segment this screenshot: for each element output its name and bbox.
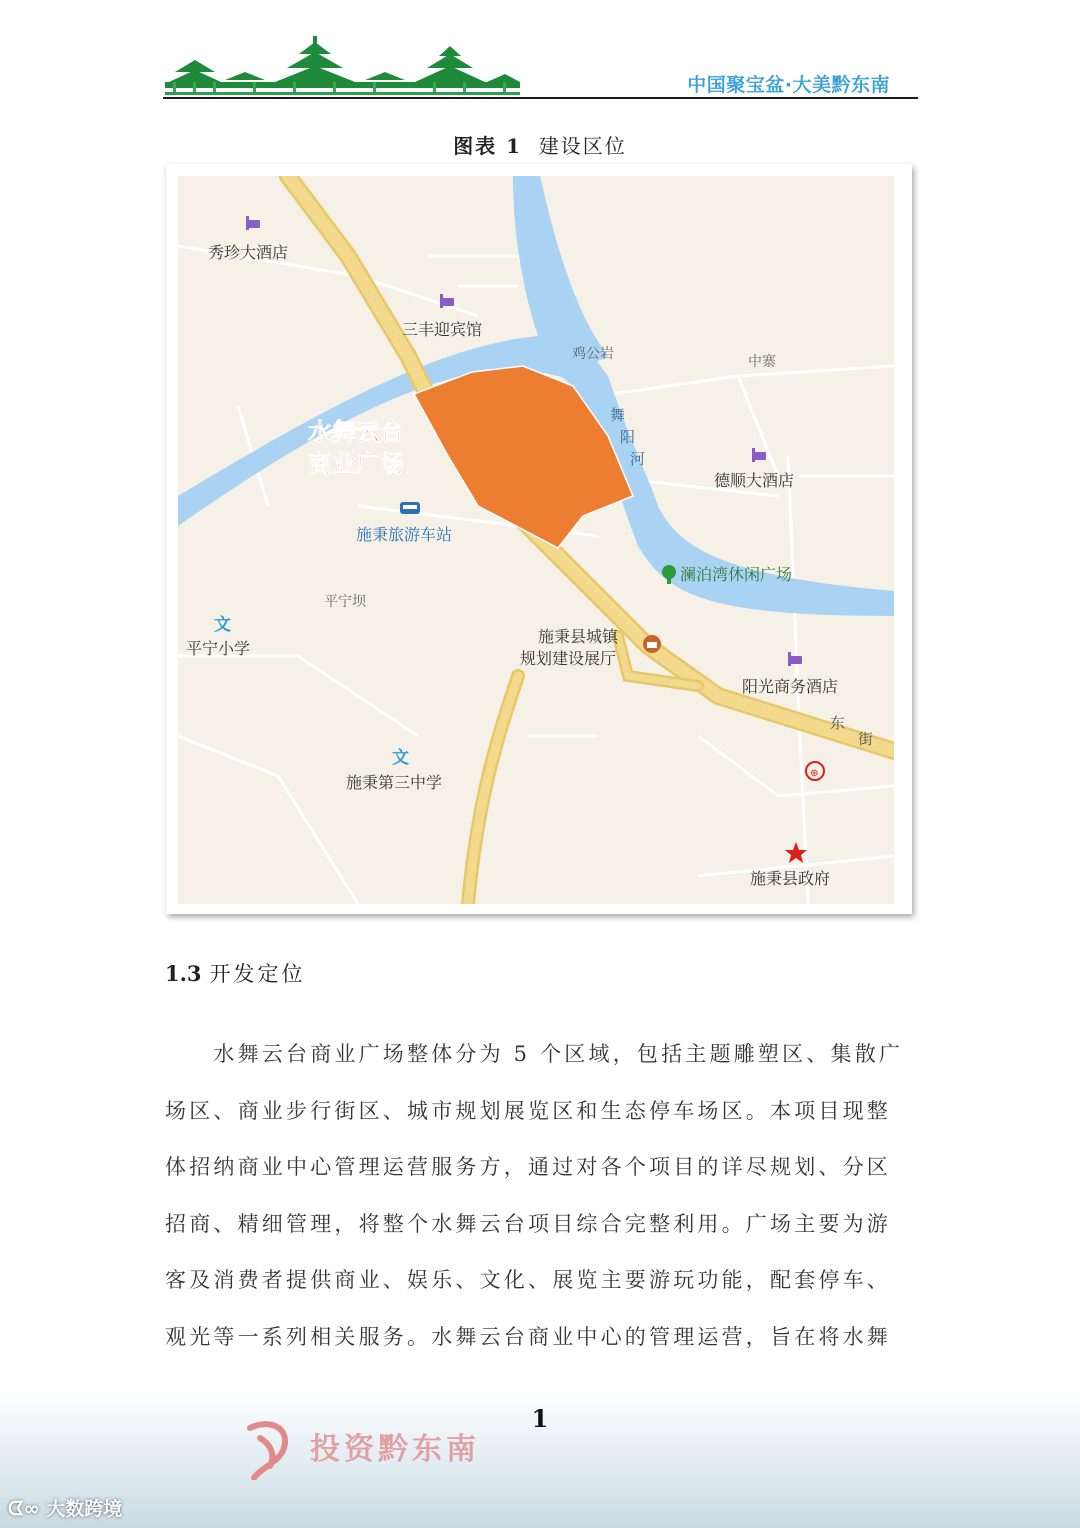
body-paragraph <box>165 1026 917 1365</box>
section-title: 开发定位 <box>209 962 306 986</box>
label-third-middle-school: 施秉第三中学 <box>346 773 443 792</box>
watermark-icon: ᗧ∞ <box>8 1498 47 1520</box>
paragraph-line: 招商、精细管理，将整个水舞云台项目综合完整利用。广场主要为游 <box>165 1211 891 1236</box>
footer-logo-text: 投资黔东南 <box>310 1432 480 1467</box>
label-lanbowan-plaza: 澜泊湾休闲广场 <box>680 565 793 584</box>
paragraph-line: 客及消费者提供商业、娱乐、文化、展览主要游玩功能，配套停车、 <box>165 1268 891 1292</box>
map-canvas <box>178 176 894 904</box>
label-bus-station: 施秉旅游车站 <box>356 525 453 544</box>
paragraph-line: 水舞云台商业广场整体分为 5 个区域，包括主题雕塑区、集散广 <box>165 1042 904 1066</box>
figure-caption <box>0 130 1080 159</box>
paragraph-line: 观光等一系列相关服务。水舞云台商业中心的管理运营，旨在将水舞 <box>165 1324 891 1349</box>
exhibition-hall-icon <box>643 635 661 653</box>
watermark <box>8 1494 122 1521</box>
label-xiuzhen-hotel: 秀珍大酒店 <box>208 243 289 262</box>
label-jigongyan: 鸡公岩 <box>572 346 614 362</box>
label-yangguang-hotel: 阳光商务酒店 <box>742 677 839 696</box>
label-project-line1: 水舞云台 <box>308 418 404 446</box>
watermark-text: 大数跨境 <box>46 1498 123 1520</box>
label-deshun-hotel: 德顺大酒店 <box>714 471 795 490</box>
figure-caption-number: 图表 1 <box>453 134 523 158</box>
svg-text:⊕: ⊕ <box>810 768 819 779</box>
label-project-line2: 商业广场 <box>308 450 404 478</box>
figure-caption-title: 建设区位 <box>538 134 627 158</box>
svg-text:文: 文 <box>392 748 409 768</box>
header-rule <box>163 97 918 99</box>
label-dongjie-char-2: 街 <box>858 730 874 748</box>
section-number: 1.3 <box>165 961 202 986</box>
section-heading <box>165 958 306 988</box>
label-pingningba: 平宁坝 <box>324 594 366 610</box>
label-planning-hall-line1: 施秉县城镇 <box>538 627 619 646</box>
label-planning-hall-line2: 规划建设展厅 <box>520 649 617 668</box>
label-river-char-2: 阳 <box>620 428 636 446</box>
label-river-char-3: 河 <box>630 450 646 468</box>
paragraph-line: 场区、商业步行街区、城市规划展览区和生态停车场区。本项目现整 <box>165 1098 891 1123</box>
label-dongjie-char-1: 东 <box>830 714 846 732</box>
label-river-char-1: 舞 <box>610 406 626 424</box>
page-number: 1 <box>531 1404 549 1433</box>
drum-tower-banner-icon <box>165 36 520 98</box>
school-icon <box>214 614 231 635</box>
paragraph-line: 体招纳商业中心管理运营服务方，通过对各个项目的详尽规划、分区 <box>165 1155 891 1179</box>
label-sanfeng-hotel: 三丰迎宾馆 <box>402 320 483 339</box>
label-county-government: 施秉县政府 <box>750 869 831 888</box>
header-slogan: 中国聚宝盆·大美黔东南 <box>687 74 890 96</box>
label-zhongzhai: 中寨 <box>748 354 776 370</box>
svg-text:文: 文 <box>214 615 231 635</box>
bus-icon <box>400 502 420 514</box>
school-icon <box>392 747 409 768</box>
location-map <box>166 164 912 914</box>
label-pingning-school: 平宁小学 <box>186 639 251 658</box>
